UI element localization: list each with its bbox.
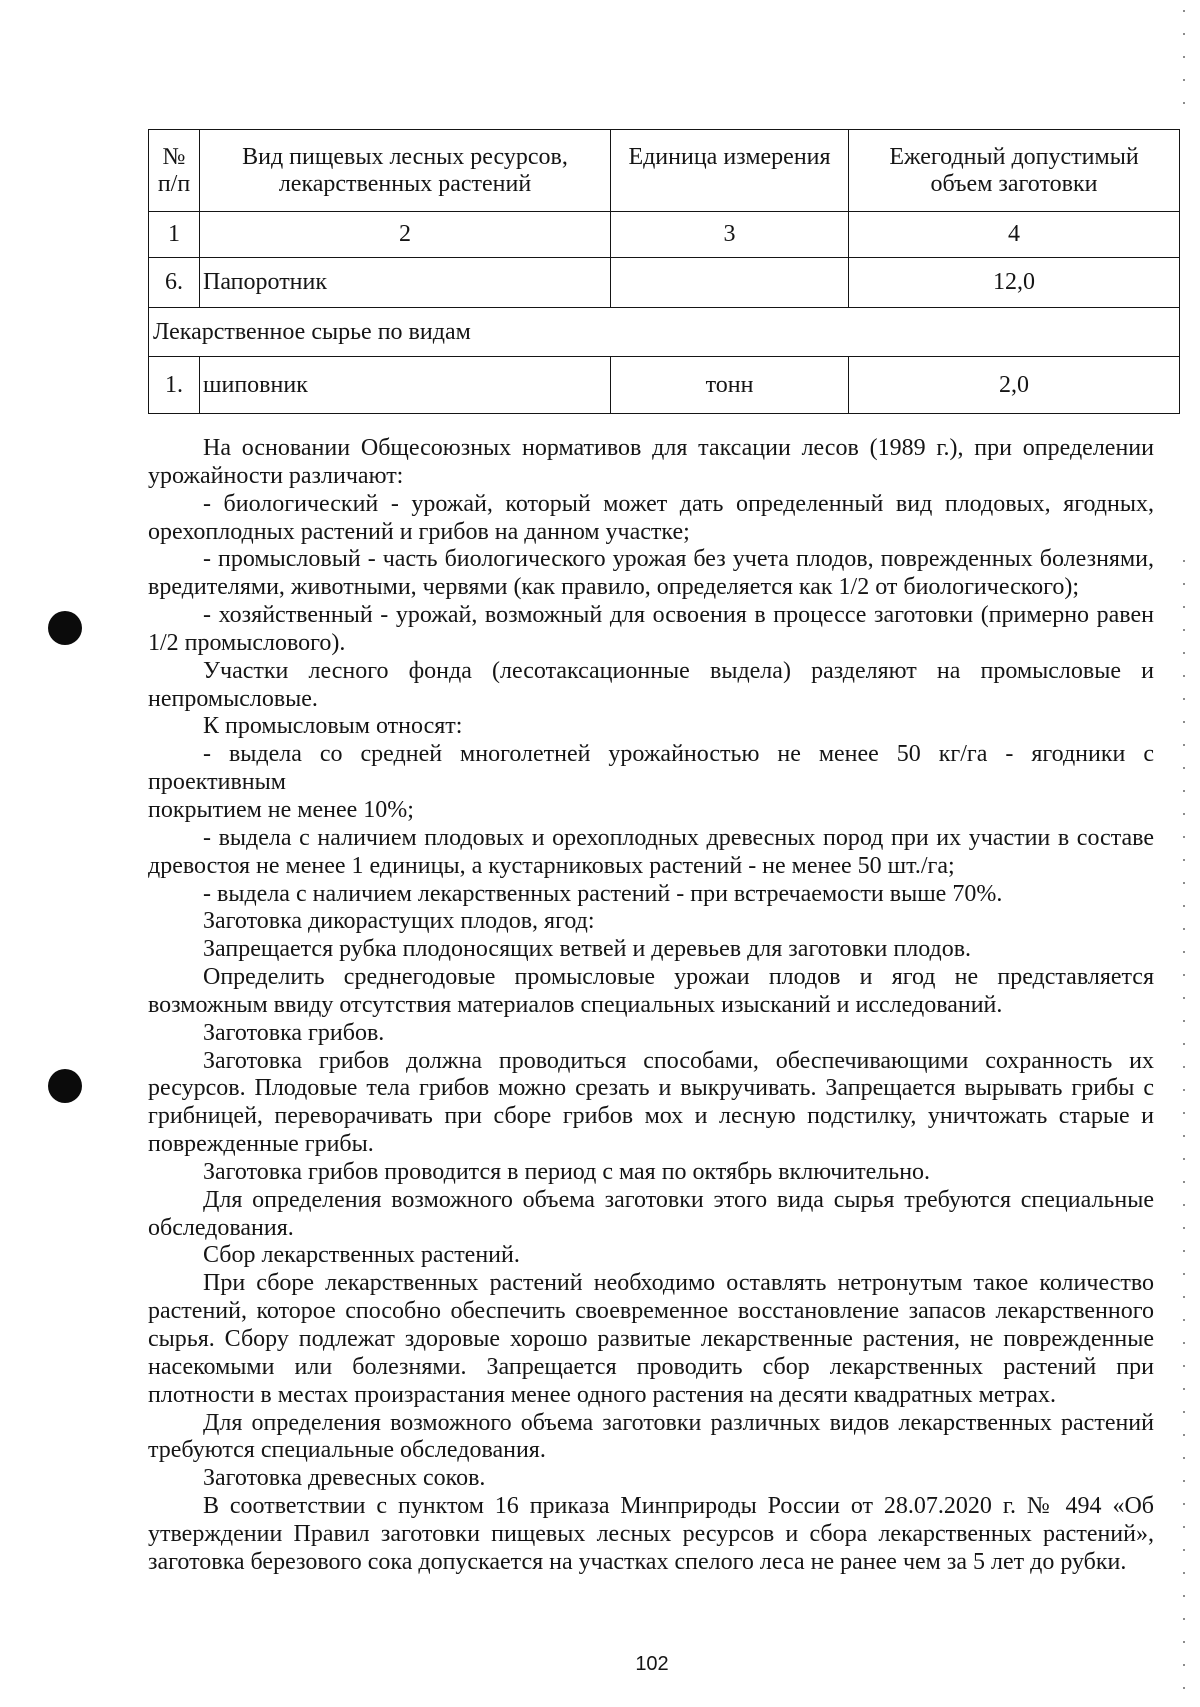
paragraph xyxy=(148,435,1154,491)
text-line: требуются специальные обследования. xyxy=(148,1437,546,1464)
text-line: Заготовка грибов. xyxy=(203,1019,385,1046)
text-line: К промысловым относят: xyxy=(203,713,463,740)
header-unit xyxy=(611,130,849,212)
header-volume-line: объем заготовки xyxy=(930,171,1098,197)
column-number-row xyxy=(149,212,1180,258)
text-line: На основании Общесоюзных нормативов для таксации лесов (1989 г.), при определении xyxy=(203,435,1154,461)
text-line: древостоя не менее 1 единицы, а кустарниковых растений - не менее 50 шт./га; xyxy=(148,852,955,879)
header-number-line: п/п xyxy=(157,171,191,197)
row-volume: 2,0 xyxy=(849,357,1180,414)
paragraph xyxy=(148,491,1154,547)
column-number: 3 xyxy=(611,212,849,258)
row-resource-name: шиповник xyxy=(200,357,611,414)
text-line: непромысловые. xyxy=(148,685,318,712)
text-line: растений, которое способно обеспечить своевременное восстановление запасов лекарственного xyxy=(148,1298,1154,1325)
text-line: - выдела с наличием плодовых и орехоплодных древесных пород при их участии в составе xyxy=(203,824,1154,851)
paragraph xyxy=(148,936,1154,964)
page-number: 102 xyxy=(635,1653,669,1675)
text-line: - выдела со средней многолетней урожайностью не менее 50 кг/га - ягодники с проективным xyxy=(148,741,1154,796)
punch-hole xyxy=(48,1069,82,1103)
section-row xyxy=(149,308,1180,357)
paragraph xyxy=(148,881,1154,909)
text-line: Заготовка грибов должна проводиться способами, обеспечивающими сохранность их xyxy=(203,1047,1154,1074)
body-text xyxy=(148,435,1154,1577)
text-line: сырья. Сбору подлежат здоровые хорошо развитые лекарственные растения, не поврежденные xyxy=(148,1326,1154,1352)
header-resource-line: Вид пищевых лесных ресурсов, xyxy=(242,144,568,170)
row-unit xyxy=(611,258,849,308)
text-line: грибницей, переворачивать при сборе грибов мох и лесную подстилку, уничтожать старые и xyxy=(148,1103,1154,1130)
paragraph xyxy=(148,1187,1154,1243)
text-line: Сбор лекарственных растений. xyxy=(203,1242,520,1269)
text-line: Определить среднегодовые промысловые урожаи плодов и ягод не представляется xyxy=(203,964,1154,991)
text-line: вредителями, животными, червями (как правило, определяется как 1/2 от биологического); xyxy=(148,574,1080,601)
paragraph xyxy=(148,908,1154,936)
text-line: возможным ввиду отсутствия материалов специальных изысканий и исследований. xyxy=(148,991,1003,1018)
text-line: - выдела с наличием лекарственных растений - при встречаемости выше 70%. xyxy=(203,880,1003,907)
header-resource-line: лекарственных растений xyxy=(278,171,532,197)
table-header-row xyxy=(149,130,1180,212)
text-line: насекомыми или болезнями. Запрещается проводить сбор лекарственных растений при xyxy=(148,1353,1154,1380)
row-number: 1. xyxy=(149,357,200,414)
punch-hole xyxy=(48,611,82,645)
table-row xyxy=(149,258,1180,308)
paragraph xyxy=(148,1020,1154,1048)
header-number xyxy=(149,130,200,212)
paragraph xyxy=(148,1242,1154,1270)
text-line: - хозяйственный - урожай, возможный для освоения в процессе заготовки (примерно равен xyxy=(203,602,1154,629)
header-unit-line: Единица измерения xyxy=(628,144,831,170)
text-line: орехоплодных растений и грибов на данном участке; xyxy=(148,518,690,545)
text-line: заготовка березового сока допускается на участках спелого леса не ранее чем за 5 лет до рубки. xyxy=(148,1548,1127,1575)
text-line: Заготовка древесных соков. xyxy=(203,1465,486,1492)
text-line: ресурсов. Плодовые тела грибов можно срезать и выкручивать. Запрещается вырывать грибы с xyxy=(148,1075,1154,1102)
section-title: Лекарственное сырье по видам xyxy=(149,308,1180,357)
paragraph xyxy=(148,546,1154,602)
paragraph xyxy=(148,964,1154,1020)
text-line: урожайности различают: xyxy=(148,462,404,489)
row-resource-name: Папоротник xyxy=(200,258,611,308)
scan-specks xyxy=(1183,10,1185,120)
column-number: 4 xyxy=(849,212,1180,258)
header-volume-line: Ежегодный допустимый xyxy=(889,144,1139,170)
paragraph xyxy=(148,658,1154,714)
column-number: 2 xyxy=(200,212,611,258)
paragraph xyxy=(148,825,1154,881)
text-line: покрытием не менее 10%; xyxy=(148,796,414,823)
row-volume: 12,0 xyxy=(849,258,1180,308)
paragraph xyxy=(148,602,1154,658)
row-unit: тонн xyxy=(611,357,849,414)
resources-table xyxy=(148,129,1180,414)
text-line: - промысловый - часть биологического урожая без учета плодов, поврежденных болезнями, xyxy=(203,546,1154,573)
text-line: Для определения возможного объема заготовки различных видов лекарственных растений xyxy=(203,1409,1154,1436)
column-number: 1 xyxy=(149,212,200,258)
header-resource xyxy=(200,130,611,212)
header-number-line: № xyxy=(162,144,186,170)
text-line: Заготовка дикорастущих плодов, ягод: xyxy=(203,908,595,935)
text-line: Участки лесного фонда (лесотаксационные выдела) разделяют на промысловые и xyxy=(203,657,1154,684)
text-line: поврежденные грибы. xyxy=(148,1131,374,1158)
text-line: В соответствии с пунктом 16 приказа Минприроды России от 28.07.2020 г. № 494 «Об xyxy=(203,1493,1154,1520)
paragraph xyxy=(148,1410,1154,1466)
paragraph xyxy=(148,1493,1154,1577)
paragraph xyxy=(148,1465,1154,1493)
text-line: плотности в местах произрастания менее одного растения на десяти квадратных метрах. xyxy=(148,1381,1056,1408)
paragraph xyxy=(148,741,1154,825)
paragraph xyxy=(148,1159,1154,1187)
paragraph xyxy=(148,713,1154,741)
text-line: - биологический - урожай, который может дать определенный вид плодовых, ягодных, xyxy=(203,490,1154,517)
text-line: 1/2 промыслового). xyxy=(148,629,346,656)
table-row xyxy=(149,357,1180,414)
row-number: 6. xyxy=(149,258,200,308)
text-line: Заготовка грибов проводится в период с мая по октябрь включительно. xyxy=(203,1158,931,1185)
header-volume xyxy=(849,130,1180,212)
paragraph xyxy=(148,1270,1154,1409)
text-line: утверждении Правил заготовки пищевых лесных ресурсов и сбора лекарственных растений», xyxy=(148,1520,1154,1547)
text-line: обследования. xyxy=(148,1214,294,1241)
text-line: Для определения возможного объема заготовки этого вида сырья требуются специальные xyxy=(203,1186,1154,1213)
scan-specks xyxy=(1183,560,1185,1700)
text-line: При сборе лекарственных растений необходимо оставлять нетронутым такое количество xyxy=(203,1270,1154,1297)
text-line: Запрещается рубка плодоносящих ветвей и деревьев для заготовки плодов. xyxy=(203,936,972,963)
paragraph xyxy=(148,1048,1154,1159)
